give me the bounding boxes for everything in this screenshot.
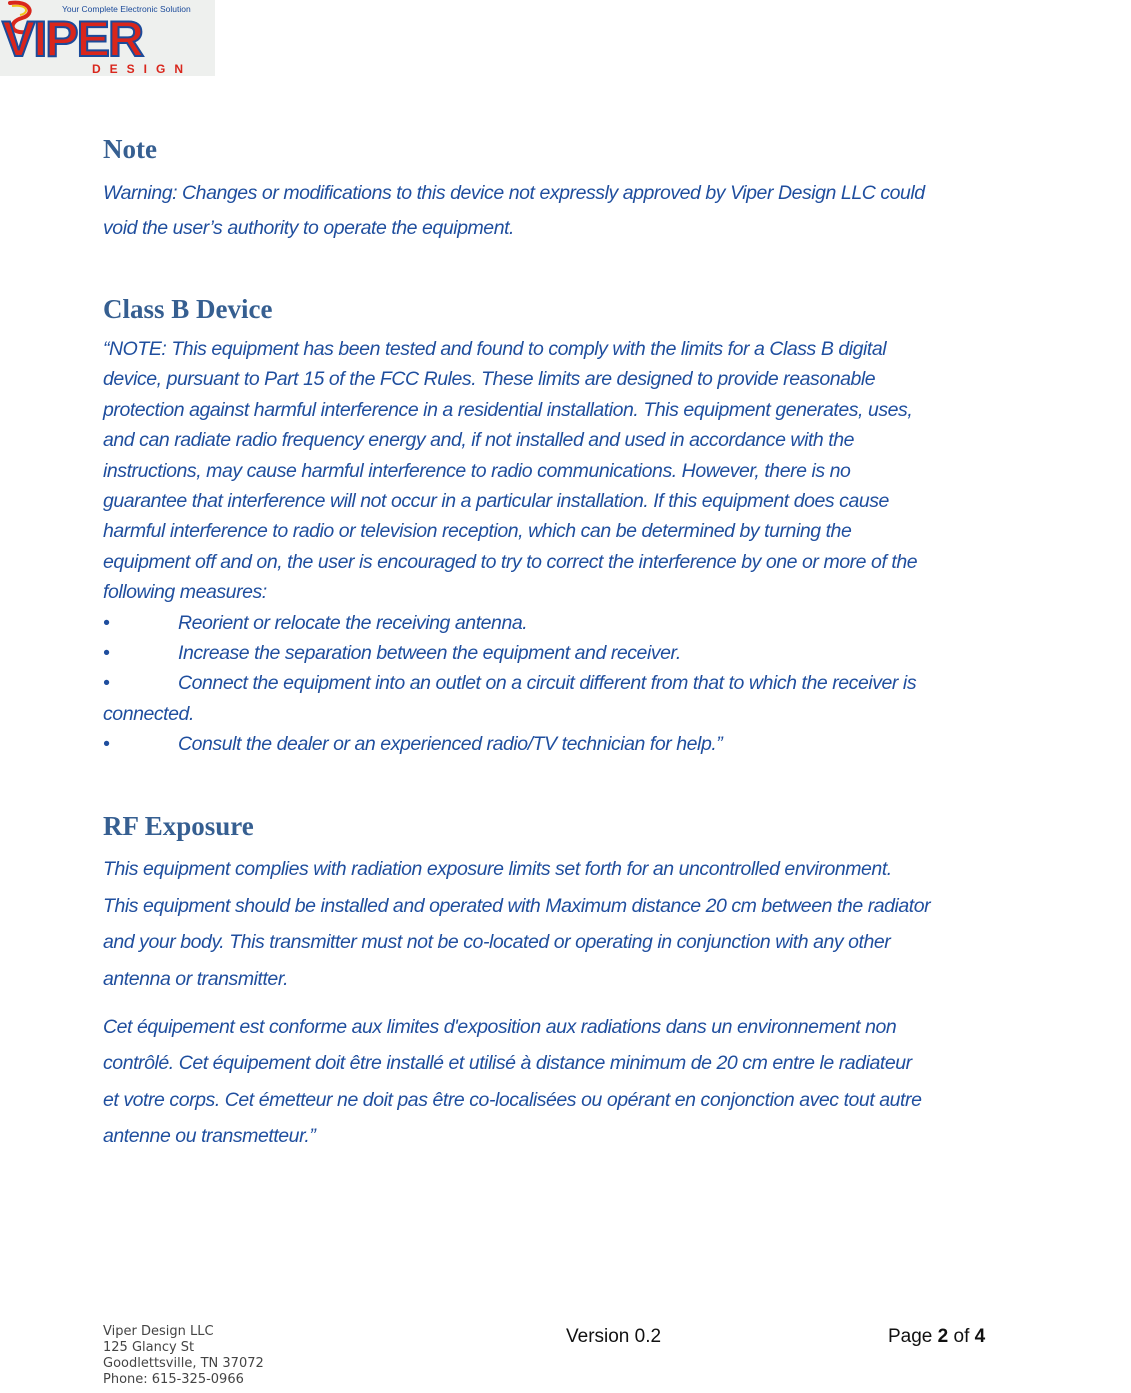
classb-heading: Class B Device (103, 294, 273, 324)
classb-paragraph (103, 334, 1131, 760)
bullet-text: Connect the equipment into an outlet on a circuit different from that to which the receiver is (178, 672, 917, 695)
note-line: Warning: Changes or modifications to this device not expressly approved by Viper Design LLC could (103, 182, 925, 204)
classb-line: device, pursuant to Part 15 of the FCC Rules. These limits are designed to provide reasonable (103, 368, 876, 391)
bullet-continuation: connected. (103, 702, 194, 725)
footer-phone: Phone: 615-325-0966 (103, 1372, 244, 1387)
bullet-item (103, 638, 1131, 668)
page-prefix: Page (888, 1326, 938, 1347)
bullet-icon: • (103, 672, 110, 695)
footer-page-number (888, 1326, 985, 1348)
rf-line: and your body. This transmitter must not be co-located or operating in conjunction with any other (103, 931, 891, 953)
bullet-item (103, 729, 1131, 759)
note-line: void the user’s authority to operate the equipment. (103, 217, 515, 239)
company-logo (0, 0, 215, 76)
bullet-icon: • (103, 642, 110, 665)
rf-paragraph-en (103, 851, 1131, 997)
rf-fr-line: antenne ou transmetteur.” (103, 1124, 316, 1147)
rf-fr-line: et votre corps. Cet émetteur ne doit pas être co-localisées ou opérant en conjonction avec tout autre (103, 1088, 922, 1111)
rf-heading: RF Exposure (103, 811, 254, 841)
bullet-text: Consult the dealer or an experienced radio/TV technician for help.” (178, 733, 723, 756)
rf-line: antenna or transmitter. (103, 967, 289, 990)
note-paragraph (103, 176, 1131, 246)
bullet-text: Reorient or relocate the receiving antenna. (178, 611, 528, 634)
bullet-icon: • (103, 733, 110, 756)
classb-line: following measures: (103, 581, 267, 604)
logo-brand: VIPER (2, 11, 143, 67)
classb-line: guarantee that interference will not occur in a particular installation. If this equipment does cause (103, 490, 889, 513)
footer-city: Goodlettsville, TN 37072 (103, 1356, 264, 1371)
rf-fr-line: contrôlé. Cet équipement doit être installé et utilisé à distance minimum de 20 cm entre le radiateur (103, 1052, 912, 1075)
page-current: 2 (937, 1326, 949, 1347)
footer-street: 125 Glancy St (103, 1340, 195, 1355)
bullet-text: Increase the separation between the equipment and receiver. (178, 642, 681, 665)
bullet-icon: • (103, 611, 110, 634)
classb-line: and can radiate radio frequency energy and, if not installed and used in accordance with the (103, 429, 855, 452)
bullet-item (103, 668, 1131, 698)
viper-design-logo-graphic (0, 0, 215, 76)
footer-address (103, 1324, 264, 1388)
classb-line: “NOTE: This equipment has been tested and found to comply with the limits for a Class B digital (103, 338, 887, 360)
rf-line: This equipment complies with radiation exposure limits set forth for an uncontrolled environment. (103, 858, 892, 880)
bullet-item (103, 608, 1131, 638)
classb-line: instructions, may cause harmful interference to radio communications. However, there is no (103, 459, 851, 482)
rf-fr-line: Cet équipement est conforme aux limites d'exposition aux radiations dans un environnement non (103, 1016, 897, 1038)
classb-line: harmful interference to radio or television reception, which can be determined by turning the (103, 520, 852, 543)
footer-company: Viper Design LLC (103, 1324, 214, 1339)
rf-line: This equipment should be installed and operated with Maximum distance 20 cm between the radiator (103, 894, 931, 917)
logo-tagline: Your Complete Electronic Solution (62, 4, 191, 14)
logo-sub: DESIGN (92, 62, 193, 76)
note-heading: Note (103, 134, 157, 164)
page-of: of (948, 1326, 975, 1347)
footer-version: Version 0.2 (566, 1326, 662, 1347)
classb-line: protection against harmful interference in a residential installation. This equipment generates, uses, (103, 398, 913, 421)
classb-line: equipment off and on, the user is encouraged to try to correct the interference by one or more of the (103, 550, 918, 573)
page-total: 4 (974, 1326, 986, 1347)
rf-paragraph-fr (103, 1009, 1131, 1154)
